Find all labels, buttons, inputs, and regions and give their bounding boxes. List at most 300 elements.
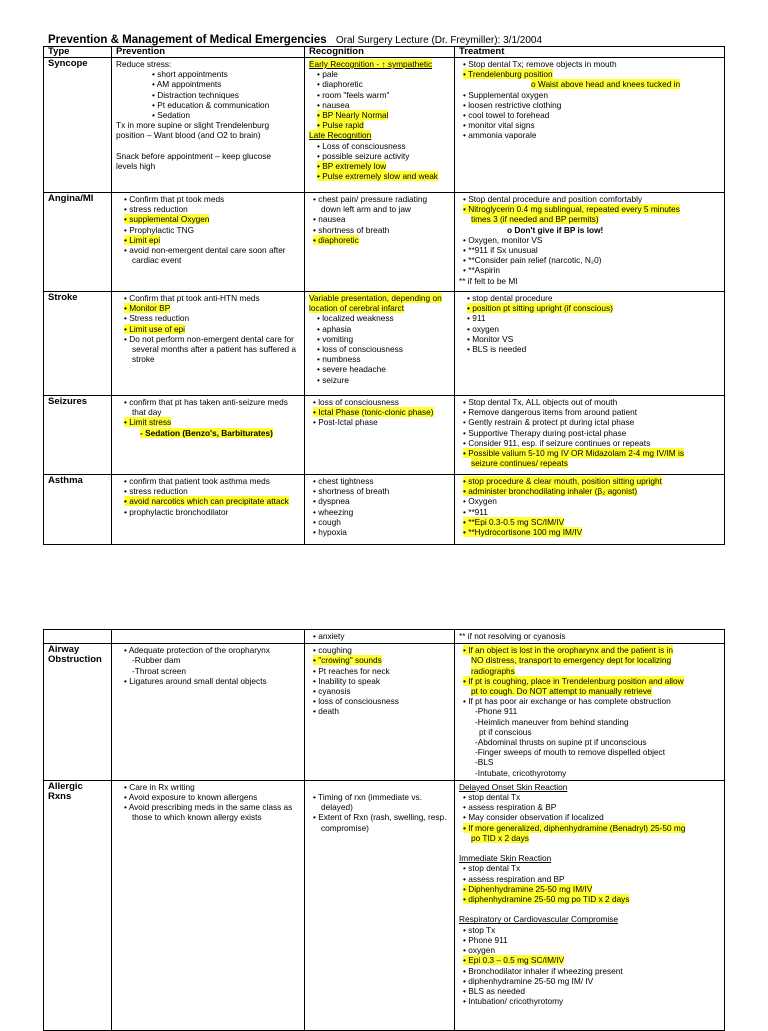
cell-line-text: • If an object is lost in the oropharynx and the patient is in [463,645,673,656]
table-row [44,396,725,475]
prevention-cell [112,630,305,644]
cell-line-text: • Do not perform non-emergent dental care for [124,333,294,344]
cell-line-text: • shortness of breath [313,486,390,497]
cell-line [309,225,451,235]
cell-line-text: • Post-Ictal phase [313,417,378,428]
table-row [44,644,725,781]
cell-line-text: • confirm that pt has taken anti-seizure meds [124,397,288,407]
cell-line-text: • Stop dental Tx; remove objects in mouth [463,59,617,69]
cell-line-text: • Pt education & communication [152,99,270,110]
cell-line [116,407,301,417]
cell-line-text: • Confirm that pt took anti-HTN meds [124,293,260,303]
cell-line-text: • Oxygen, monitor VS [463,234,543,245]
cell-line-text: • Timing of rxn (immediate vs. [313,792,422,803]
cell-line-text: down left arm and to jaw [321,204,411,215]
cell-line [459,458,721,468]
cell-line [459,225,721,235]
cell-line [116,812,301,822]
cell-line [116,214,301,224]
treatment-cell [455,780,725,1030]
cell-line [309,645,451,655]
cell-line [116,496,301,506]
cell-line [459,438,721,448]
cell-line-text: • nausea [317,99,350,110]
cell-line [459,517,721,527]
cell-line-text: -Intubate, cricothyrotomy [475,767,567,778]
cell-line-text: • Supportive Therapy during post-ictal phase [463,427,627,438]
cell-line [459,631,721,641]
cell-line [309,151,451,161]
cell-line [116,110,301,120]
cell-line [309,397,451,407]
cell-line-text: ** if not resolving or cyanosis [459,631,566,641]
cell-line-text: • BLS is needed [467,344,527,355]
table-row [44,475,725,545]
cell-line [309,214,451,224]
cell-line [309,324,451,334]
cell-line [459,996,721,1006]
cell-line [459,255,721,265]
cell-line-text: pt to cough. Do NOT attempt to manually retrieve [471,686,652,697]
treatment-cell [455,58,725,193]
cell-line [309,792,451,802]
cell-line [309,334,451,344]
cell-line-text: • chest pain/ pressure radiating [313,194,428,204]
cell-line-text: • cyanosis [313,686,351,697]
cell-line-text: • oxygen [463,945,495,956]
prevention-cell [112,193,305,292]
cell-line [459,696,721,706]
cell-line [459,904,721,914]
cell-line-text: Early Recognition - ↑ sympathetic [309,59,433,69]
cell-line-text: • assess respiration & BP [463,802,557,813]
cell-line-text: • Sedation [152,110,190,121]
cell-line [459,344,721,354]
cell-line-text: • administer bronchodilating inhaler (β₂ agonist) [463,486,638,497]
type-cell: Syncope [44,58,112,193]
cell-line-text: • Diphenhydramine 25-50 mg IM/IV [463,883,593,894]
cell-line [116,324,301,334]
prevention-cell [112,780,305,1030]
cell-line [116,141,301,151]
cell-line [309,407,451,417]
cell-line-text: • diphenhydramine 25-50 mg IM/ IV [463,975,594,986]
cell-line [309,110,451,120]
cell-line-text: po TID x 2 days [471,832,529,843]
cell-line [309,476,451,486]
cell-line [116,428,301,438]
cell-line-text: • stop dental Tx [463,863,521,874]
prevention-cell [112,644,305,781]
cell-line [309,782,451,792]
cell-line [309,375,451,385]
cell-line [116,130,301,140]
cell-line-text: • Supplemental oxygen [463,89,549,100]
cell-line [459,782,721,792]
cell-line [459,486,721,496]
cell-line-text: • If more generalized, diphenhydramine (Benadryl) 25-50 mg [463,822,686,833]
cell-line-text: Immediate Skin Reaction [459,853,552,864]
cell-line [459,130,721,140]
cell-line-text: • Pulse rapid [317,120,364,131]
recognition-cell [305,780,455,1030]
cell-line [459,945,721,955]
cell-line [459,407,721,417]
cell-line [309,303,451,313]
cell-line [309,59,451,69]
cell-line-text: pt if conscious [479,726,532,737]
cell-line-text: • Inability to speak [313,675,381,686]
cell-line-text: • loss of consciousness [313,397,399,407]
cell-line [309,354,451,364]
cell-line-text: • localized weakness [317,313,394,324]
cell-line [459,90,721,100]
header-type: Type [44,47,112,58]
cell-line-text: • BP Nearly Normal [317,110,389,121]
cell-line-text: • hypoxia [313,527,347,538]
cell-line-text: • coughing [313,645,352,656]
cell-line [116,303,301,313]
cell-line-text: • **911 [463,506,488,517]
cell-line [459,313,721,323]
treatment-cell [455,644,725,781]
cell-line [116,486,301,496]
cell-line-text: • Oxygen [463,496,497,507]
cell-line [459,802,721,812]
cell-line-text: • stop procedure & clear mouth, position sitting upright [463,476,662,486]
cell-line-text: • diaphoretic [313,234,359,245]
cell-line [459,265,721,275]
cell-line [459,717,721,727]
cell-line-text: location of cerebral infarct [309,303,405,314]
treatment-cell [455,396,725,475]
cell-line [459,966,721,976]
cell-line-text: • Care in Rx writing [124,781,195,792]
cell-line [309,696,451,706]
cell-line-text: • death [313,706,339,717]
table-row [44,292,725,396]
cell-line-text: -Heimlich maneuver from behind standing [475,716,629,727]
cell-line [309,79,451,89]
cell-line [459,737,721,747]
cell-line [309,655,451,665]
cell-line-text: ** if felt to be MI [459,275,518,286]
cell-line-text: • assess respiration and BP [463,873,565,884]
cell-line-text: • Bronchodilator inhaler if wheezing present [463,965,623,976]
cell-line-text: that day [132,407,162,418]
table-row [44,193,725,292]
cell-line [309,313,451,323]
cell-line-text: • anxiety [313,631,345,641]
cell-line-text: • Adequate protection of the oropharynx [124,645,270,656]
recognition-cell [305,630,455,644]
cell-line-text: • Epi 0.3 – 0.5 mg SC/IM/IV [463,955,565,966]
cell-line [309,141,451,151]
recognition-cell [305,58,455,193]
cell-line-text: • stop dental procedure [467,293,553,303]
document-title [48,34,542,46]
cell-line [459,757,721,767]
table-row [44,780,725,1030]
cell-line [116,334,301,344]
cell-line [116,204,301,214]
cell-line [459,884,721,894]
cell-line [459,428,721,438]
cell-line [459,874,721,884]
cell-line-text: Snack before appointment – keep glucose [116,150,271,161]
cell-line-text: • 911 [467,313,486,324]
cell-line [116,120,301,130]
cell-line [459,507,721,517]
cell-line [116,79,301,89]
cell-line-text: position – Want blood (and O2 to brain) [116,130,261,141]
cell-line-text: • Avoid prescribing meds in the same class as [124,802,293,813]
cell-line-text: • nausea [313,214,346,225]
cell-line [459,293,721,303]
cell-line [116,161,301,171]
cell-line-text: • Pulse extremely slow and weak [317,171,438,182]
treatment-cell [455,630,725,644]
cell-line-text: • Stress reduction [124,313,190,324]
cell-line [116,235,301,245]
cell-line [309,130,451,140]
cell-line [459,976,721,986]
cell-line [309,486,451,496]
prevention-cell [112,475,305,545]
cell-line-text: • Monitor BP [124,303,171,314]
cell-line-text: • Limit stress [124,417,172,428]
cell-line [459,214,721,224]
cell-line [459,334,721,344]
cell-line [459,727,721,737]
cell-line [116,69,301,79]
cell-line-text: • prophylactic bronchodilator [124,506,229,517]
cell-line-text: -Phone 911 [475,706,518,717]
cell-line-text: • Ligatures around small dental objects [124,675,267,686]
cell-line-text: • BP extremely low [317,161,387,172]
cell-line [116,293,301,303]
cell-line-text: • pale [317,69,338,80]
type-cell: Allergic Rxns [44,780,112,1030]
cell-line [309,204,451,214]
cell-line-text: • Intubation/ cricothyrotomy [463,996,564,1007]
cell-line-text: o Waist above head and knees tucked in [531,79,681,90]
cell-line-text: • Consider 911, esp. if seizure continues or repeats [463,437,651,448]
cell-line [459,792,721,802]
cell-line [116,194,301,204]
table-row [44,630,725,644]
cell-line-text: -Abdominal thrusts on supine pt if unconscious [475,737,647,748]
cell-line [116,507,301,517]
cell-line-text: • cool towel to forehead [463,110,550,121]
cell-line-text: • Monitor VS [467,333,514,344]
cell-line-text: • **Consider pain relief (narcotic, N₂0) [463,255,602,266]
header-recognition: Recognition [305,47,455,58]
cell-line [309,120,451,130]
cell-line [116,225,301,235]
cell-line-text: • Nitroglycerin 0.4 mg sublingual, repeated every 5 minutes [463,204,680,215]
cell-line-text: • Ictal Phase (tonic-clonic phase) [313,407,434,418]
cell-line-text: • aphasia [317,323,352,334]
table-header-row [44,47,725,58]
cell-line-text: • BLS as needed [463,985,525,996]
cell-line-text: • Stop dental procedure and position comfortably [463,194,643,204]
cell-line [459,476,721,486]
cell-line [309,417,451,427]
cell-line [459,527,721,537]
cell-line [116,100,301,110]
cell-line [116,90,301,100]
cell-line-text: those to which known allergy exists [132,812,262,823]
cell-line [116,476,301,486]
cell-line-text: • **Epi 0.3-0.5 mg SC/IM/IV [463,516,565,527]
cell-line [459,79,721,89]
emergency-table-page2 [43,629,725,1031]
cell-line-text: seizure continues/ repeats [471,458,568,469]
cell-line [459,747,721,757]
cell-line [459,417,721,427]
cell-line [459,194,721,204]
cell-line-text: levels high [116,161,156,172]
cell-line-text: Reduce stress: [116,59,172,69]
cell-line-text: • Gently restrain & protect pt during ictal phase [463,417,635,428]
cell-line [309,507,451,517]
cell-line-text: - Sedation (Benzo's, Barbiturates) [140,427,273,438]
cell-line [116,782,301,792]
cell-line-text: • Remove dangerous items from around patient [463,407,638,418]
cell-line [309,344,451,354]
cell-line [459,833,721,843]
cell-line-text: • May consider observation if localized [463,812,604,823]
cell-line-text: • severe headache [317,364,386,375]
cell-line [459,666,721,676]
cell-line-text: -BLS [475,757,494,768]
cell-line [459,204,721,214]
treatment-cell [455,193,725,292]
cell-line-text: • oxygen [467,323,499,334]
cell-line [116,655,301,665]
cell-line-text: • position pt sitting upright (if conscious) [467,303,613,314]
cell-line-text: Delayed Onset Skin Reaction [459,781,568,792]
cell-line [309,631,451,641]
treatment-cell [455,475,725,545]
cell-line-text: • loss of consciousness [317,344,403,355]
cell-line [459,935,721,945]
cell-line-text: • stop dental Tx [463,792,521,803]
cell-line-text: • Confirm that pt took meds [124,194,225,204]
cell-line-text: • Distraction techniques [152,89,239,100]
cell-line [116,792,301,802]
cell-line-text: • cough [313,516,341,527]
cell-line [459,303,721,313]
cell-line [459,120,721,130]
cell-line-text: NO distress, transport to emergency dept for localizing [471,655,672,666]
cell-line-text: • stop Tx [463,924,496,935]
cell-line [309,194,451,204]
cell-line [309,823,451,833]
cell-line [309,100,451,110]
cell-line-text: • room "feels warm" [317,89,390,100]
cell-line-text: Late Recognition [309,130,372,141]
type-cell: Seizures [44,396,112,475]
document-title-subtitle: Oral Surgery Lecture (Dr. Freymiller): 3/1/2004 [335,35,543,46]
cell-line [116,676,301,686]
cell-line [459,812,721,822]
cell-line-text: • **911 if Sx unusual [463,245,538,256]
cell-line [309,364,451,374]
cell-line [459,863,721,873]
cell-line [459,69,721,79]
cell-line [309,161,451,171]
cell-line [116,417,301,427]
cell-line [459,645,721,655]
prevention-cell [112,58,305,193]
cell-line-text: • **Hydrocortisone 100 mg IM/IV [463,527,583,538]
cell-line-text: delayed) [321,802,353,813]
cell-line-text: • chest tightness [313,476,374,486]
cell-line-text: -Throat screen [132,665,186,676]
cell-line [459,100,721,110]
cell-line [459,843,721,853]
cell-line [116,59,301,69]
cell-line-text: • stress reduction [124,486,188,497]
cell-line [459,676,721,686]
cell-line-text: Variable presentation, depending on [309,293,442,303]
cell-line [116,255,301,265]
cell-line [309,676,451,686]
cell-line [459,914,721,924]
cell-line [459,397,721,407]
recognition-cell [305,193,455,292]
cell-line [116,151,301,161]
cell-line [459,823,721,833]
emergency-table-page1 [43,46,725,545]
cell-line-text: • stress reduction [124,204,188,215]
cell-line-text: stroke [132,354,155,365]
type-cell: Stroke [44,292,112,396]
cell-line-text: • vomiting [317,333,354,344]
cell-line [309,812,451,822]
cell-line [459,324,721,334]
cell-line [116,245,301,255]
cell-line-text: • Trendelenburg position [463,69,553,80]
cell-line-text: • confirm that patient took asthma meds [124,476,270,486]
cell-line [309,235,451,245]
cell-line-text: -Finger sweeps of mouth to remove dispelled object [475,747,666,758]
cell-line-text: -Rubber dam [132,655,181,666]
cell-line [116,645,301,655]
cell-line [459,245,721,255]
cell-line-text: • Possible valium 5-10 mg IV OR Midazolam 2-4 mg IV/IM is [463,448,684,459]
cell-line [309,171,451,181]
recognition-cell [305,292,455,396]
cell-line-text: • Limit use of epi [124,323,186,334]
cell-line [309,527,451,537]
cell-line [459,853,721,863]
cell-line [459,955,721,965]
header-prevention: Prevention [112,47,305,58]
type-cell: Asthma [44,475,112,545]
cell-line [459,110,721,120]
cell-line-text: • avoid narcotics which can precipitate attack [124,496,289,507]
cell-line-text: radiographs [471,665,515,676]
treatment-cell [455,292,725,396]
cell-line [116,666,301,676]
type-cell: Airway Obstruction [44,644,112,781]
cell-line-text: times 3 (if needed and BP permits) [471,214,599,225]
prevention-cell [112,292,305,396]
cell-line-text: • wheezing [313,506,354,517]
